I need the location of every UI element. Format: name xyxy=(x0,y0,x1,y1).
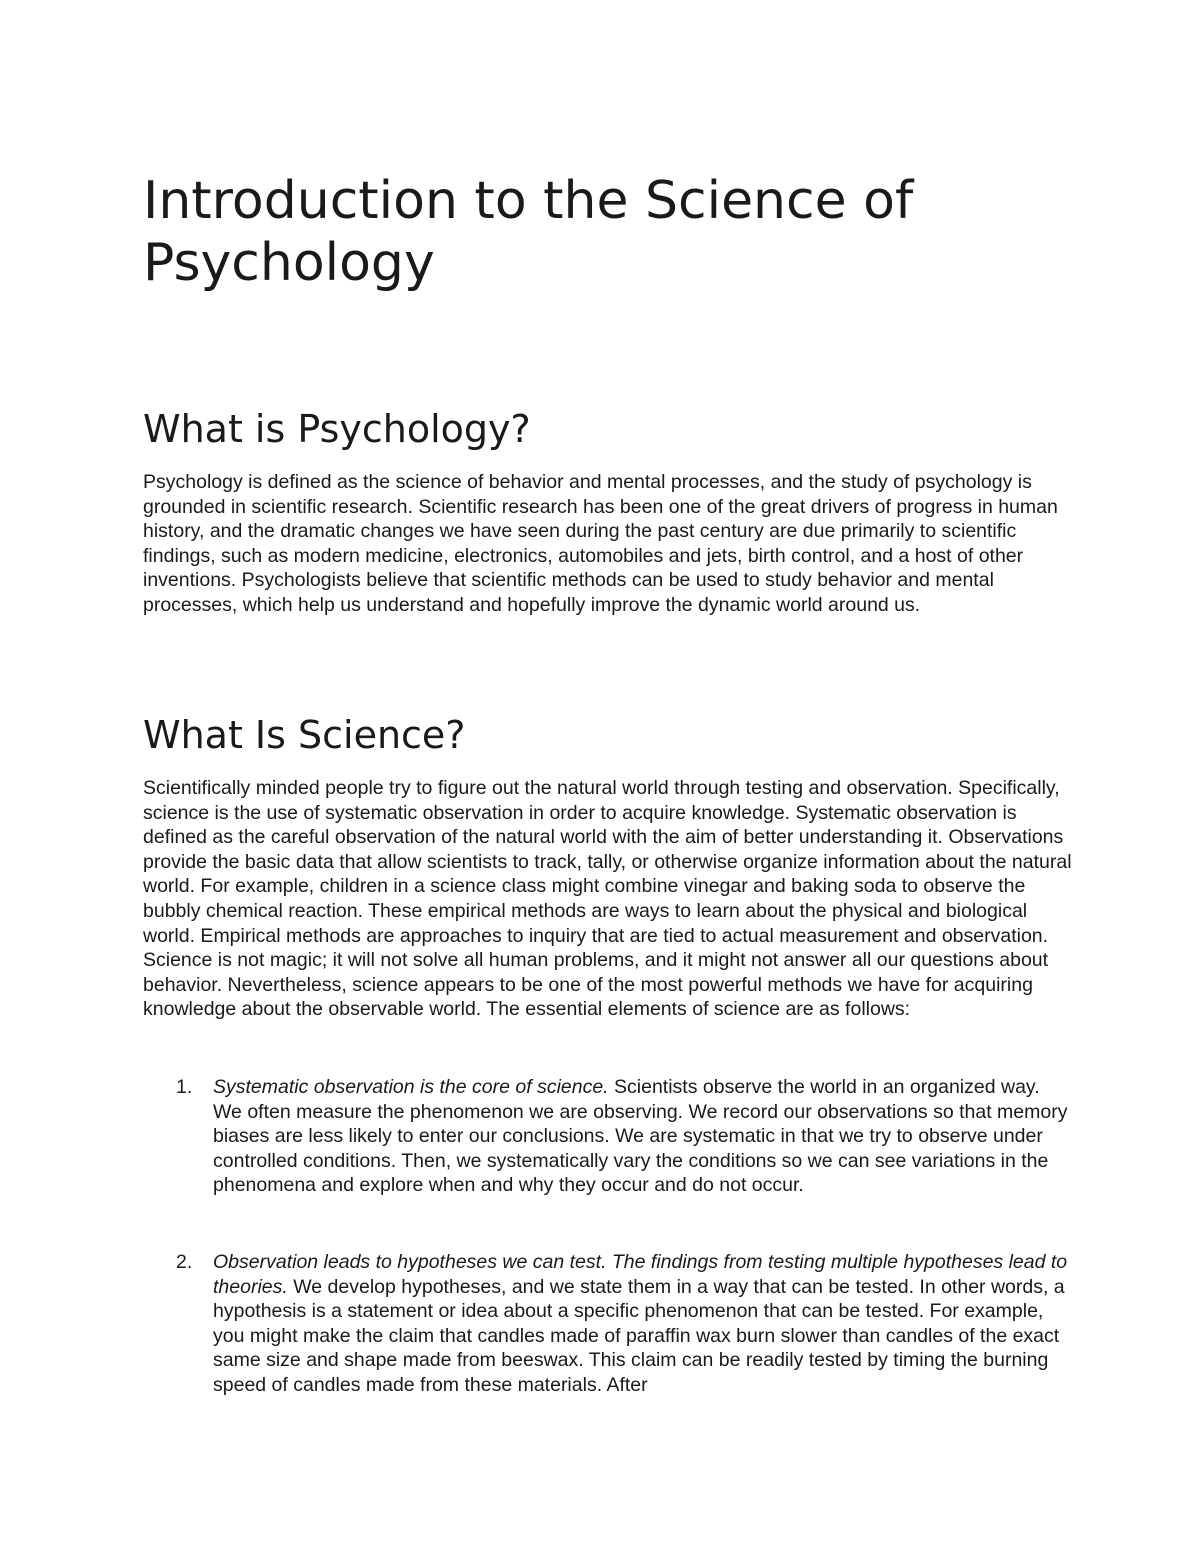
document-title: Introduction to the Science of Psychology xyxy=(143,171,914,293)
section-paragraph-psychology: Psychology is defined as the science of behavior and mental processes, and the study of psychology is grounded in scientific research. Scientific research has been one of the great drivers of progress in human history, and the dramatic changes we have seen during the past century are due primarily to scientific findings, such as modern medicine, electronics, automobiles and jets, birth control, and a host of other inventions. Psychologists believe that scientific methods can be used to study behavior and mental processes, which help us understand and hopefully improve the dynamic world around us. xyxy=(143,471,1058,616)
section-heading-what-is-psychology: What is Psychology? xyxy=(143,407,531,451)
section-heading-what-is-science: What Is Science? xyxy=(143,713,466,757)
list-item-number: 1. xyxy=(176,1076,193,1098)
list-item xyxy=(143,1250,1073,1398)
list-item-text: We develop hypotheses, and we state them in a way that can be tested. In other words, a hypothesis is a statement or idea about a specific phenomenon that can be tested. For example, you might make the claim that candles made of paraffin wax burn slower than candles of the exact same size and shape made from beeswax. This claim can be readily tested by timing the burning speed of candles made from these materials. After xyxy=(213,1275,1065,1396)
list-item-text: Scientists observe the world in an organized way. We often measure the phenomenon we are observing. We record our observations so that memory biases are less likely to enter our conclusions. We are systematic in that we try to observe under controlled conditions. Then, we systematically vary the conditions so we can see variations in the phenomena and explore when and why they occur and do not occur. xyxy=(213,1076,1068,1197)
section-paragraph-science: Scientifically minded people try to figure out the natural world through testing and observation. Specifically, science is the use of systematic observation in order to acquire knowledge. Systematic observation is defined as the careful observation of the natural world with the aim of better understanding it. Observations provide the basic data that allow scientists to track, tally, or otherwise organize information about the natural world. For example, children in a science class might combine vinegar and baking soda to observe the bubbly chemical reaction. These empirical methods are ways to learn about the physical and biological world. Empirical methods are approaches to inquiry that are tied to actual measurement and observation. Science is not magic; it will not solve all human problems, and it might not answer all our questions about behavior. Nevertheless, science appears to be one of the most powerful methods we have for acquiring knowledge about the observable world. The essential elements of science are as follows: xyxy=(143,777,1072,1021)
list-item xyxy=(143,1075,1073,1198)
list-item-lead: Observation leads to hypotheses we can test. The findings from testing multiple hypotheses lead to theories. xyxy=(213,1251,1068,1298)
list-item-lead: Systematic observation is the core of science. xyxy=(213,1076,609,1098)
list-item-number: 2. xyxy=(176,1251,193,1273)
elements-list-continued xyxy=(143,1250,1073,1398)
elements-list xyxy=(143,1075,1073,1198)
